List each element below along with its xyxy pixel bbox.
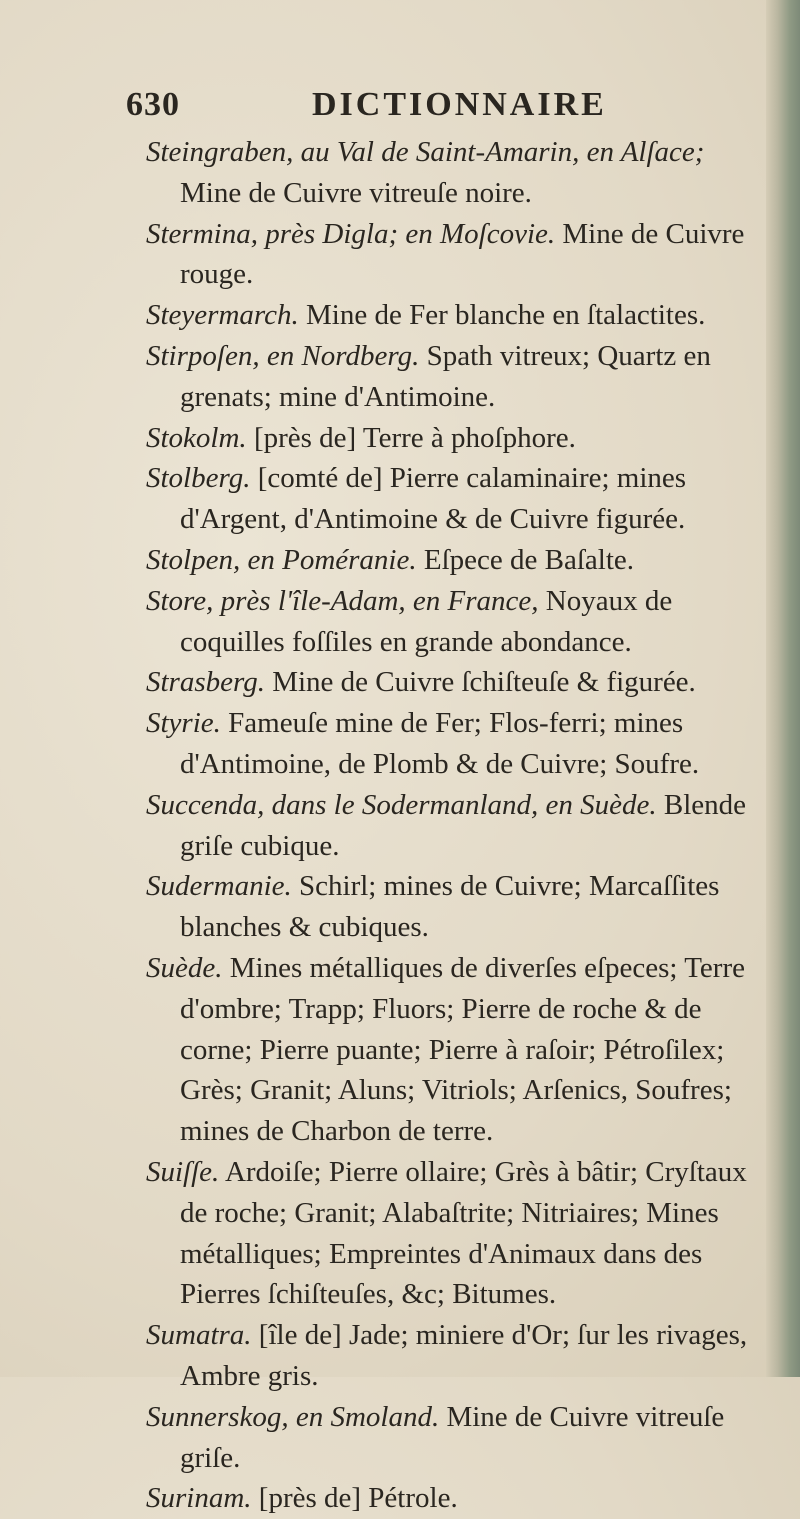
entry-location: , dans le Sodermanland, en Suède. (257, 788, 657, 821)
entry-text: Mine de Cuivre vitreuſe griſe. (180, 1400, 725, 1474)
entry-text: Mine de Cuivre rouge. (180, 217, 745, 291)
dictionary-entry (146, 581, 756, 663)
dictionary-entry (146, 458, 756, 540)
entry-headword: Steyermarch. (146, 299, 299, 332)
entry-location: , près Digla; en Moſcovie. (250, 217, 556, 250)
dictionary-entry (146, 1397, 756, 1479)
dictionary-entry (146, 336, 756, 418)
dictionary-entry (146, 948, 756, 1152)
entry-headword: Styrie. (146, 707, 221, 740)
entry-text: Eſpece de Baſalte. (416, 543, 635, 576)
entry-headword: Store (146, 584, 207, 617)
entry-headword: Sudermanie. (146, 870, 292, 903)
dictionary-entry (146, 1152, 756, 1315)
entry-text: Spath vitreux; Quartz en grenats; mine d'Antimoine. (180, 339, 711, 413)
entry-text: [île de] Jade; miniere d'Or; ſur les rivages, Ambre gris. (180, 1319, 748, 1392)
entry-text: Mine de Fer blanche en ſtalactites. (298, 299, 706, 332)
entry-headword: Sumatra. (146, 1319, 252, 1352)
entry-location: , en Nordberg. (252, 339, 420, 372)
entry-headword: Strasberg. (146, 666, 265, 699)
dictionary-entry (146, 418, 756, 459)
dictionary-entry (146, 1478, 756, 1519)
page-number: 630 (126, 86, 180, 123)
entry-location: , en Smoland. (281, 1400, 440, 1433)
entry-text: Schirl; mines de Cuivre; Marcaſſites blanches & cubiques. (180, 870, 720, 944)
entry-headword: Steingraben (146, 136, 287, 168)
dictionary-entry (146, 866, 756, 948)
entry-location: , en Poméranie. (233, 543, 417, 576)
entry-text: Fameuſe mine de Fer; Flos-ferri; mines d'Antimoine, de Plomb & de Cuivre; Soufre. (180, 707, 700, 780)
entry-text: [près de] Terre à phoſphore. (246, 421, 576, 454)
dictionary-entry (146, 540, 756, 581)
entry-text: Blende griſe cubique. (180, 788, 747, 862)
dictionary-entry (146, 703, 756, 785)
entry-headword: Stokolm. (146, 421, 247, 454)
running-title: DICTIONNAIRE (312, 86, 607, 123)
dictionary-entry (146, 214, 756, 296)
entry-headword: Stolpen (146, 543, 233, 576)
entry-text: Mine de Cuivre ſchiſteuſe & figurée. (264, 666, 696, 699)
entry-text: Ardoiſe; Pierre ollaire; Grès à bâtir; Cryſtaux de roche; Granit; Alabaſtrite; Nitriaires; Mines métalliques; Empreintes d'Animaux dans des Pierres ſchiſteuſes, &c; Bitumes. (180, 1155, 747, 1311)
entry-headword: Succenda (146, 788, 258, 821)
dictionary-entry (146, 295, 756, 336)
entry-location: , près l'île-Adam, en France, (206, 584, 539, 617)
entry-text: Mines métalliques de diverſes eſpeces; Terre d'ombre; Trapp; Fluors; Pierre de roche & de corne; Pierre puante; Pierre à raſoir; Pétroſilex; Grès; Granit; Aluns; Vitriols; Arſenics, Soufres; mines de Charbon de terre. (180, 951, 745, 1148)
dictionary-entry (146, 132, 756, 214)
entry-headword: Surinam. (146, 1482, 252, 1515)
page-header (126, 86, 746, 126)
dictionary-entry (146, 1315, 756, 1397)
entry-headword: Stirpoſen (146, 339, 253, 372)
dictionary-entries (146, 132, 756, 1519)
entry-headword: Suiſſe. (146, 1155, 220, 1188)
entry-location: , au Val de Saint-Amarin, en Alſace; (286, 136, 705, 168)
entry-headword: Stolberg. (146, 462, 251, 495)
dictionary-entry (146, 785, 756, 867)
entry-text: Noyaux de coquilles foſſiles en grande abondance. (180, 584, 673, 658)
entry-text: [comté de] Pierre calaminaire; mines d'Argent, d'Antimoine & de Cuivre figurée. (180, 462, 687, 536)
dictionary-entry (146, 662, 756, 703)
entry-headword: Stermina (146, 217, 251, 250)
entry-headword: Sunnerskog (146, 1400, 282, 1433)
entry-headword: Suède. (146, 951, 223, 984)
entry-text: Mine de Cuivre vitreuſe noire. (180, 176, 532, 209)
page-edge-shadow (766, 0, 800, 1377)
entry-text: [près de] Pétrole. (251, 1482, 458, 1515)
